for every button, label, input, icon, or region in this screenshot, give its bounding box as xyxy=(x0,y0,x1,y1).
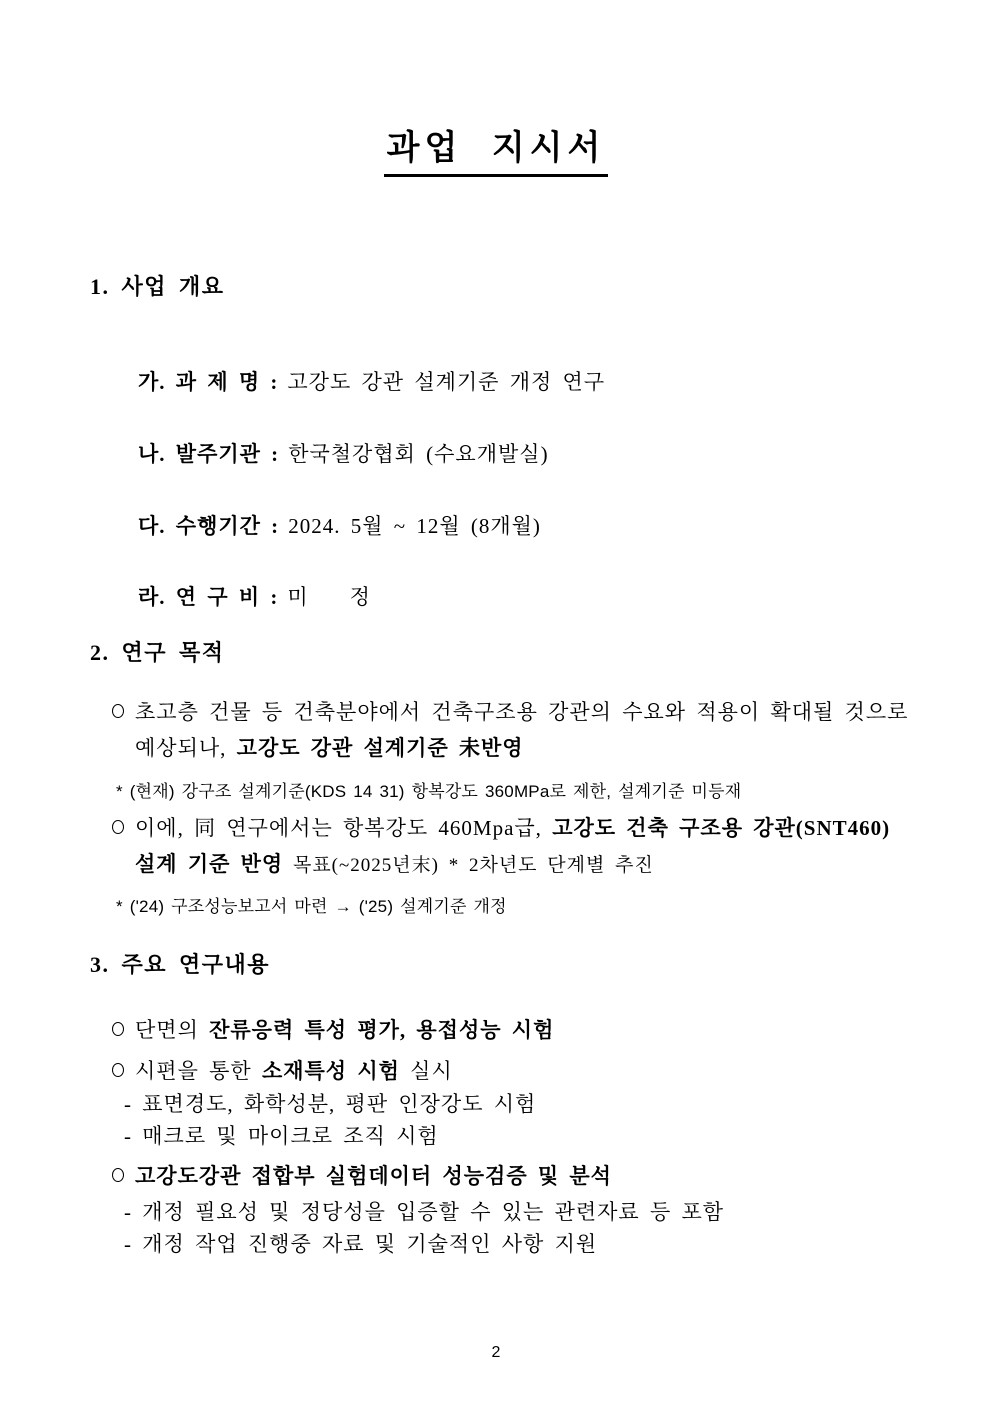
section-3-heading: 3. 주요 연구내용 xyxy=(90,952,271,977)
project-name-value: 고강도 강관 설계기준 개정 연구 xyxy=(287,370,606,394)
content-bullet-3-bold: 고강도강관 접합부 실험데이터 성능검증 및 분석 xyxy=(135,1164,612,1188)
content-bullet-2-bold: 소재특성 시험 xyxy=(261,1059,400,1083)
title-container xyxy=(0,120,992,177)
budget-row xyxy=(97,556,371,636)
page-title: 과업 지시서 xyxy=(384,120,609,177)
period-value: 2024. 5월 ~ 12월 (8개월) xyxy=(288,514,541,538)
purpose-footnote-2: * ('24) 구조성능보고서 마련 → ('25) 설계기준 개정 xyxy=(116,897,507,916)
content-subitem-4: - 개정 작업 진행중 자료 및 기술적인 사항 지원 xyxy=(124,1232,598,1256)
purpose-bullet-2-text xyxy=(135,810,913,884)
content-bullet-2 xyxy=(112,1053,453,1089)
purpose-bullet-1-text xyxy=(135,694,919,766)
section-1-heading: 1. 사업 개요 xyxy=(90,274,225,299)
purpose-bullet-2-bold: 고강도 건축 구조용 강관(SNT460) 설계 기준 반영 xyxy=(135,816,901,876)
budget-label: 라. 연 구 비 : xyxy=(138,585,279,609)
section-2-heading: 2. 연구 목적 xyxy=(90,640,225,665)
budget-value: 미 정 xyxy=(287,585,371,609)
period-row xyxy=(97,485,541,565)
circle-bullet-icon xyxy=(112,1063,124,1077)
content-bullet-1 xyxy=(112,1012,554,1048)
content-bullet-3-text xyxy=(135,1158,612,1194)
purpose-bullet-2-normal2: 목표(~2025년末) * 2차년도 단계별 추진 xyxy=(283,855,654,876)
circle-bullet-icon xyxy=(112,820,124,834)
content-subitem-1: - 표면경도, 화학성분, 평판 인장강도 시험 xyxy=(124,1092,537,1116)
circle-bullet-icon xyxy=(112,704,124,718)
content-bullet-1-text xyxy=(135,1012,554,1048)
project-name-label: 가. 과 제 명 : xyxy=(138,370,279,394)
ordering-agency-label: 나. 발주기관 : xyxy=(138,442,280,466)
purpose-bullet-2 xyxy=(112,810,913,884)
ordering-agency-value: 한국철강협회 (수요개발실) xyxy=(288,442,549,466)
content-bullet-2-normal2: 실시 xyxy=(399,1059,453,1083)
content-bullet-1-normal: 단면의 xyxy=(135,1018,210,1042)
purpose-bullet-1-normal: 초고층 건물 등 건축분야에서 건축구조용 강관의 수요와 적용이 확대될 것으로 예상되나, xyxy=(135,700,919,760)
ordering-agency-row xyxy=(97,413,549,493)
purpose-footnote-1: * (현재) 강구조 설계기준(KDS 14 31) 항복강도 360MPa로 제한, 설계기준 미등재 xyxy=(116,782,742,801)
purpose-bullet-1 xyxy=(112,694,919,766)
period-label: 다. 수행기간 : xyxy=(138,514,280,538)
content-subitem-2: - 매크로 및 마이크로 조직 시험 xyxy=(124,1124,439,1148)
content-bullet-2-text xyxy=(135,1053,453,1089)
content-subitem-3: - 개정 필요성 및 정당성을 입증할 수 있는 관련자료 등 포함 xyxy=(124,1200,725,1224)
purpose-bullet-1-bold: 고강도 강관 설계기준 未반영 xyxy=(236,736,524,760)
content-bullet-2-normal1: 시편을 통한 xyxy=(135,1059,262,1083)
circle-bullet-icon xyxy=(112,1022,124,1036)
page-number: 2 xyxy=(491,1344,501,1361)
circle-bullet-icon xyxy=(112,1168,124,1182)
purpose-bullet-2-normal1: 이에, 同 연구에서는 항복강도 460Mpa급, xyxy=(135,816,553,840)
content-bullet-3 xyxy=(112,1158,612,1194)
content-bullet-1-bold: 잔류응력 특성 평가, 용접성능 시험 xyxy=(209,1018,555,1042)
project-name-row xyxy=(97,341,605,421)
